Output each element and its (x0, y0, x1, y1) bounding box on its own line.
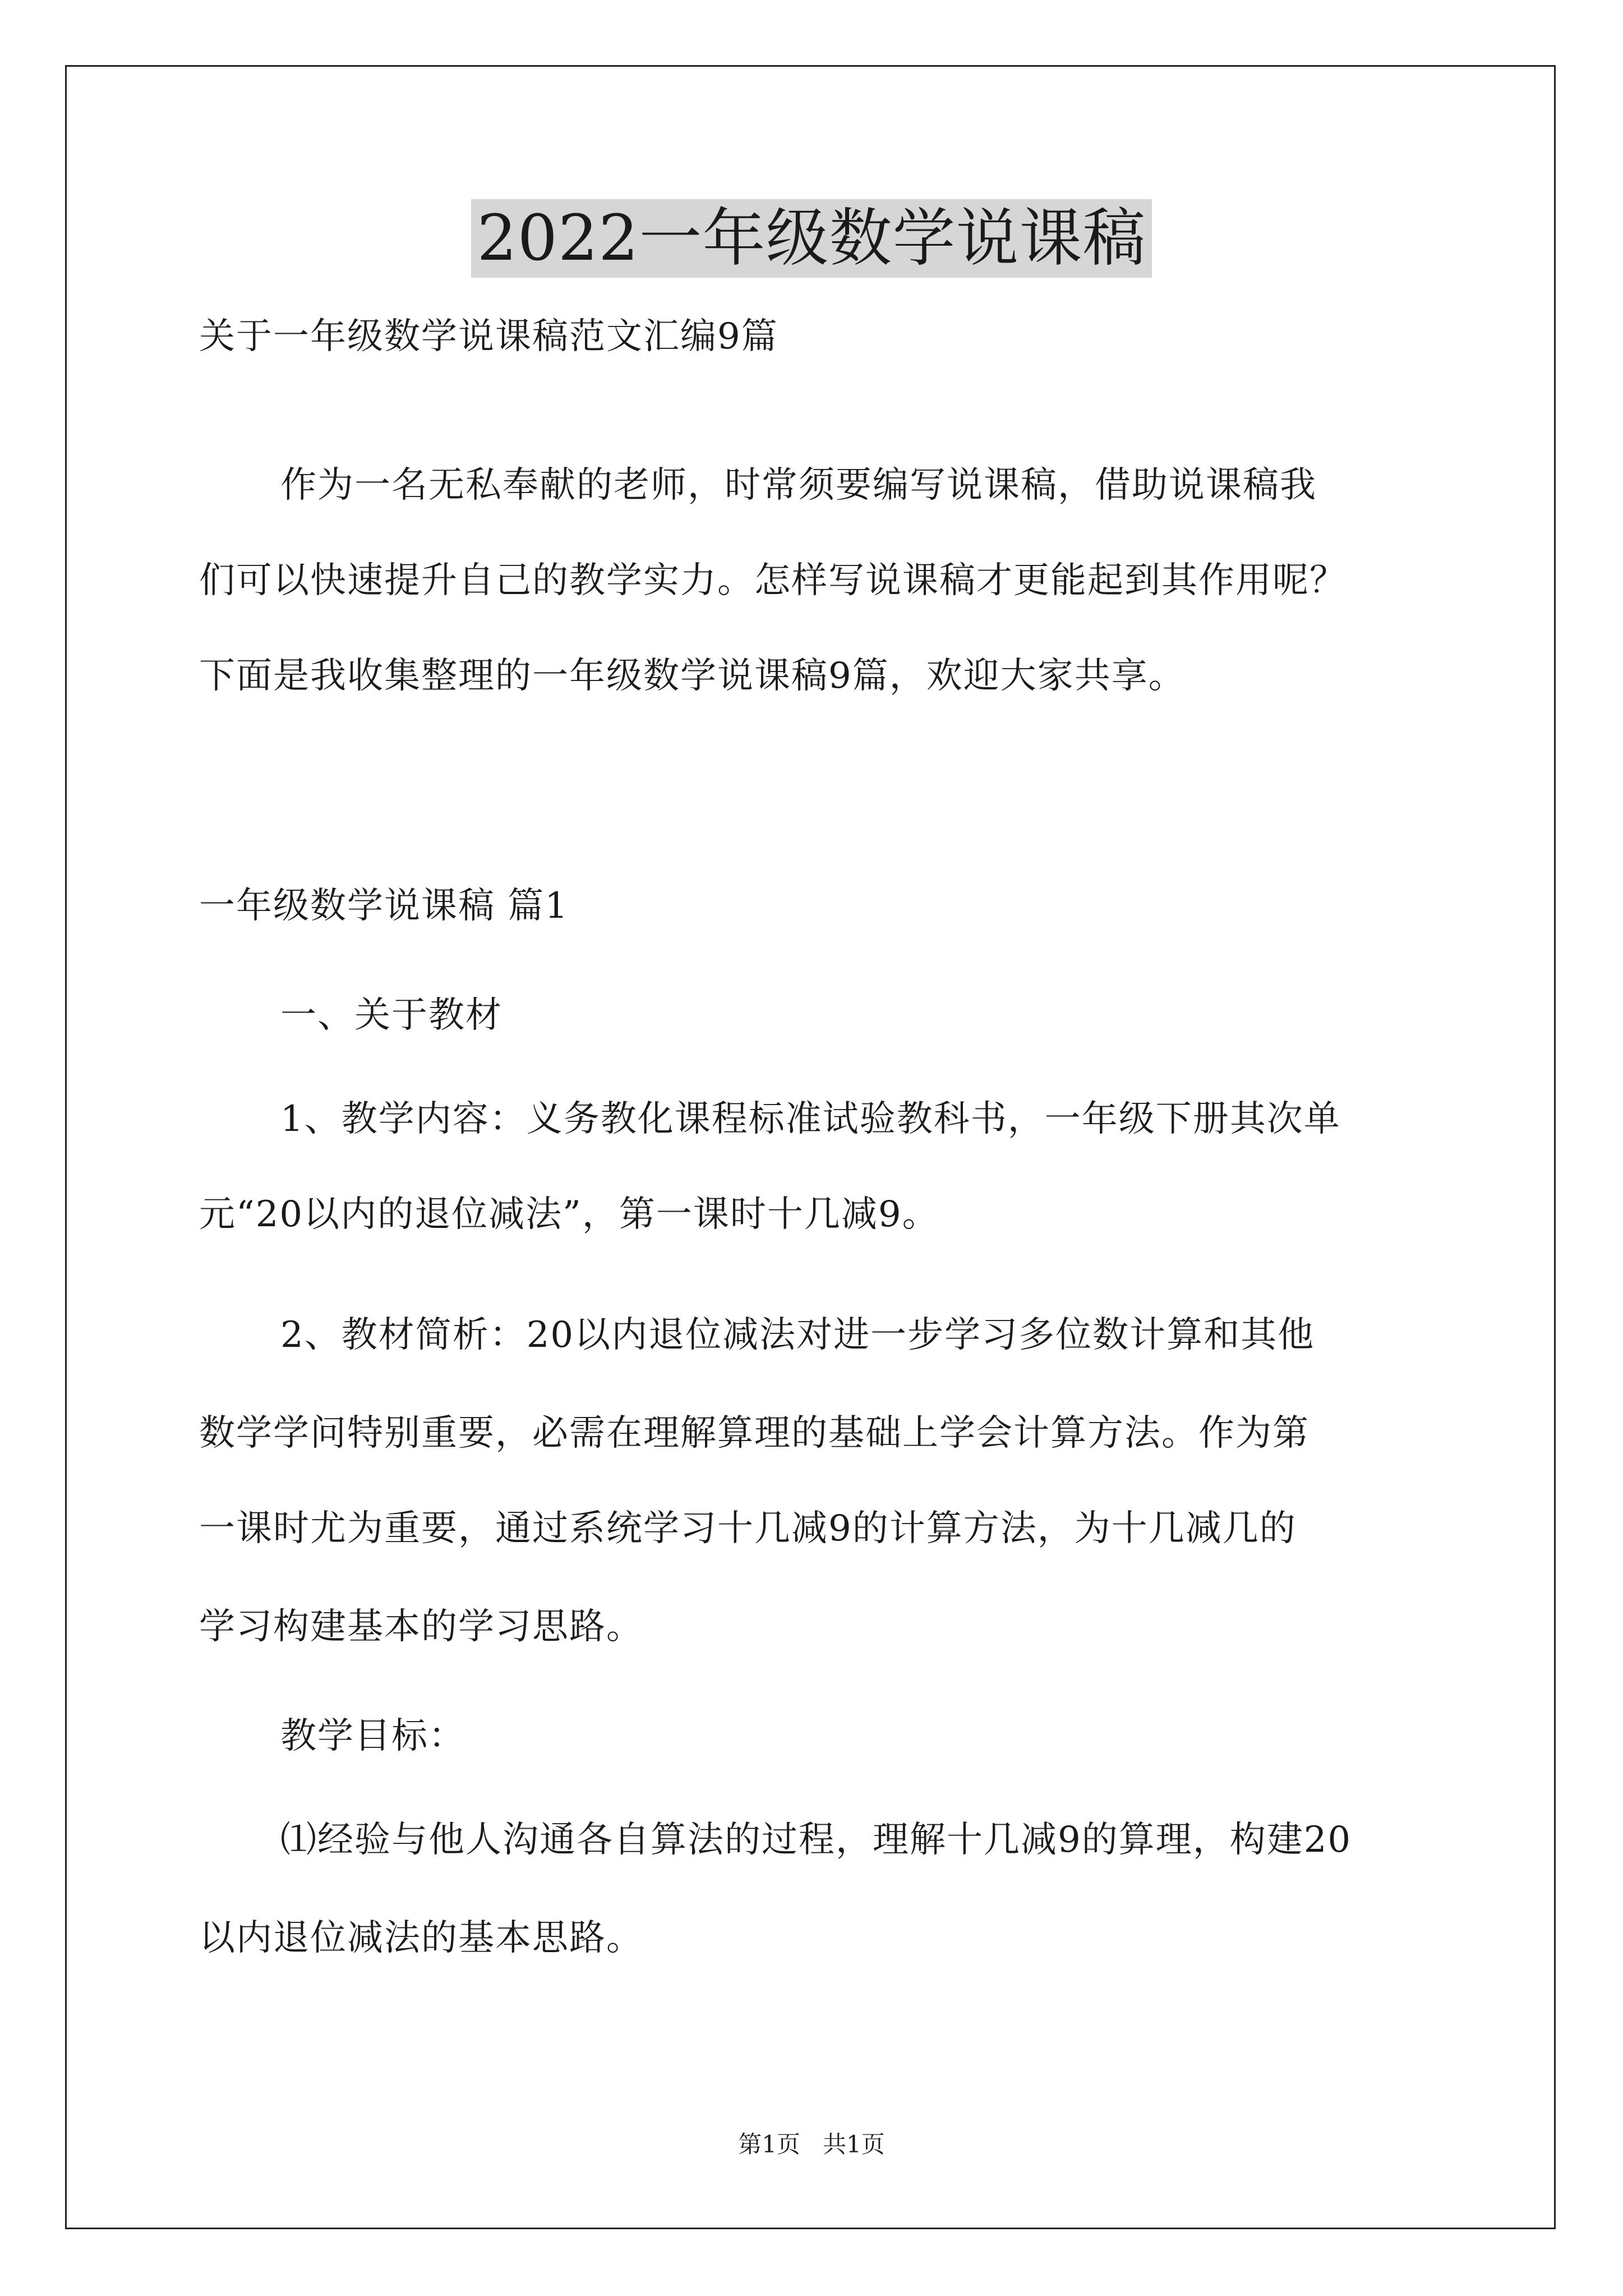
title-container (0, 199, 1623, 278)
content-line-1: 1、教学内容：义务教化课程标准试验教科书，一年级下册其次单 (280, 1098, 1341, 1140)
content-line-5: 一课时尤为重要，通过系统学习十几减9的计算方法，为十几减几的 (199, 1508, 1297, 1549)
intro-line-2: 们可以快速提升自己的教学实力。怎样写说课稿才更能起到其作用呢？ (199, 560, 1347, 601)
content-line-6: 学习构建基本的学习思路。 (199, 1606, 643, 1648)
content-line-7: 教学目标： (280, 1715, 465, 1757)
document-subtitle: 关于一年级数学说课稿范文汇编9篇 (199, 316, 778, 357)
intro-line-1: 作为一名无私奉献的老师，时常须要编写说课稿，借助说课稿我 (280, 464, 1317, 506)
content-line-2: 元“20以内的退位减法”，第一课时十几减9。 (199, 1194, 939, 1235)
page-border (65, 65, 1556, 2229)
content-line-9: 以内退位减法的基本思路。 (199, 1917, 643, 1959)
content-line-4: 数学学问特别重要，必需在理解算理的基础上学会计算方法。作为第 (199, 1412, 1310, 1454)
intro-line-3: 下面是我收集整理的一年级数学说课稿9篇，欢迎大家共享。 (199, 655, 1186, 697)
page-footer: 第1页 共1页 (738, 2131, 885, 2158)
document-title: 2022一年级数学说课稿 (471, 199, 1151, 278)
content-line-3: 2、教材简析：20以内退位减法对进一步学习多位数计算和其他 (280, 1314, 1315, 1356)
part-heading: 一、关于教材 (280, 995, 502, 1036)
section-heading: 一年级数学说课稿 篇1 (199, 885, 569, 927)
content-line-8: ⑴经验与他人沟通各自算法的过程，理解十几减9的算理，构建20 (280, 1819, 1352, 1861)
